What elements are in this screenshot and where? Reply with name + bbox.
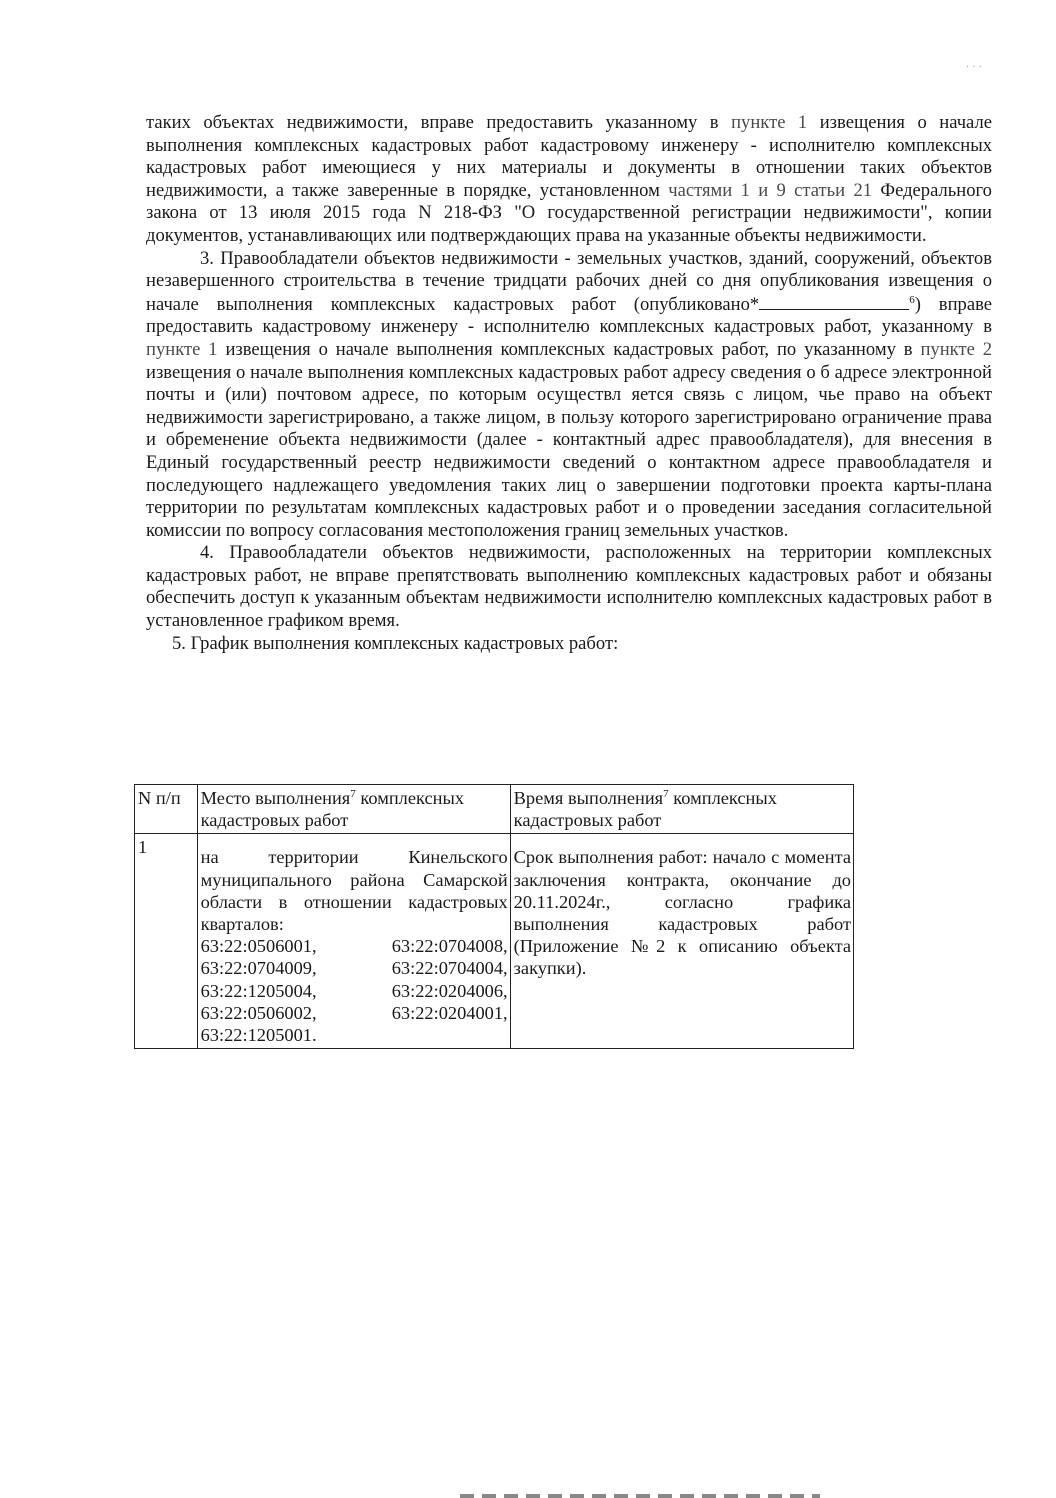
paragraph-4: 4. Правообладатели объектов недвижимости, расположенных на территории комплексных кадастровых работ, не вправе препятствовать выполнению комплексных кадастровых работ и обязаны обеспечить доступ к указанным объектам недвижимости исполнителю комплексных кадастровых работ в установленное графиком время. [146, 542, 992, 632]
header-time [510, 785, 853, 834]
reference-link: пункте 2 [920, 338, 993, 360]
text-fragment: извещения о начале выполнения комплексных кадастровых работ, по указанному в [217, 338, 921, 360]
table-header-row [135, 785, 854, 834]
scan-artifact: · · · [966, 62, 982, 73]
row-number: 1 [135, 834, 198, 1049]
time-text: Срок выполнения работ: начало с момента заключения контракта, окончание до 20.11.2024г., согласно графика выполнения кадастровых работ (Приложение №2 к описанию объекта закупки). [513, 847, 851, 979]
paragraph-5-heading: 5. График выполнения комплексных кадастровых работ: [172, 632, 619, 654]
text-fragment: извещения о начале выполнения комплексных кадастровых работ адресу сведения о б адресе электронной почты и (или) почтовом адресе, по которым осуществл яется связь с лицом, чье право на объект недвижимости зарегистрировано, а также лицом, в пользу которого зарегистрировано ограничение права и обременение объекта недвижимости (далее - контактный адрес правообладателя), для внесения в Единый государственный реестр недвижимости сведений о контактном адресе правообладателя и последующего надлежащего уведомления таких лиц о завершении подготовки проекта карты-плана территории по результатам комплексных кадастровых работ и о проведении заседания согласительной комиссии по вопросу согласования местоположения границ земельных участков. [146, 361, 992, 541]
reference-link: пункте 1 [146, 338, 218, 360]
header-place-text: Место выполнения [200, 788, 351, 808]
row-time [510, 834, 853, 1049]
footnote-marker: 7 [663, 787, 669, 800]
cadastral-quarters [201, 935, 508, 1046]
quarter-item [354, 1024, 508, 1046]
publication-blank [759, 293, 909, 310]
text-fragment: Федерального закона от 13 июля 2015 года N 218-ФЗ "О государственной регистрации недвижимости", копии документов, устанавливающих или подтверждающих права на указанные объекты недвижимости. [146, 179, 992, 246]
schedule-table [134, 784, 854, 1049]
quarter-item: 63:22:0204001, [391, 1002, 508, 1023]
quarter-item: 63:22:0506001, [200, 936, 317, 957]
text-fragment: 3. Правообладатели объектов недвижимости - земельных участков, зданий, сооружений, объектов незавершенного строительства в течение тридцати рабочих дней со дня опубликования извещения о начале выполнения комплексных кадастровых работ (опубликовано* [146, 247, 992, 315]
quarter-item: 63:22:0704009, [200, 958, 317, 979]
paragraph-3 [146, 248, 992, 543]
quarter-item: 63:22:0506002, [200, 1002, 317, 1023]
scan-bottom-edge [460, 1494, 820, 1498]
table-row [135, 834, 854, 1049]
header-time-text: комплексных кадастровых работ [513, 788, 777, 831]
header-number: N п/п [135, 785, 198, 834]
reference-link: пункте 1 [731, 112, 808, 133]
text-fragment: извещения о начале выполнения комплексных кадастровых работ кадастровому инженеру - исполнителю комплексных кадастровых работ имеющиеся у них материалы и документы в отношении таких объектов недвижимости, а также заверенные в порядке, установленном [146, 112, 992, 201]
header-place-text: комплексных кадастровых работ [200, 788, 465, 831]
quarter-item: 63:22:1205001. [200, 1025, 317, 1046]
place-text: на территории Кинельского муниципального района Самарской области в отношении кадастровых кварталов: [200, 847, 508, 935]
paragraph-continuation [146, 112, 992, 248]
text-fragment: таких объектах недвижимости, вправе предоставить указанному в [146, 112, 732, 133]
quarter-item: 63:22:0204006, [391, 980, 508, 1001]
quarter-item: 63:22:1205004, [200, 980, 317, 1001]
quarter-item: 63:22:0704008, [391, 936, 508, 957]
document-body [146, 112, 992, 655]
footnote-marker: 7 [350, 787, 356, 800]
quarter-item: 63:22:0704004, [391, 958, 508, 979]
header-time-text: Время выполнения [513, 788, 664, 808]
header-place [197, 785, 510, 834]
row-place [197, 834, 510, 1049]
text-fragment: ) вправе предоставить кадастровому инженеру - исполнителю комплексных кадастровых работ, указанному в [146, 293, 992, 338]
reference-link: частями 1 и 9 статьи 21 [668, 179, 873, 201]
footnote-marker: 6 [909, 293, 915, 306]
